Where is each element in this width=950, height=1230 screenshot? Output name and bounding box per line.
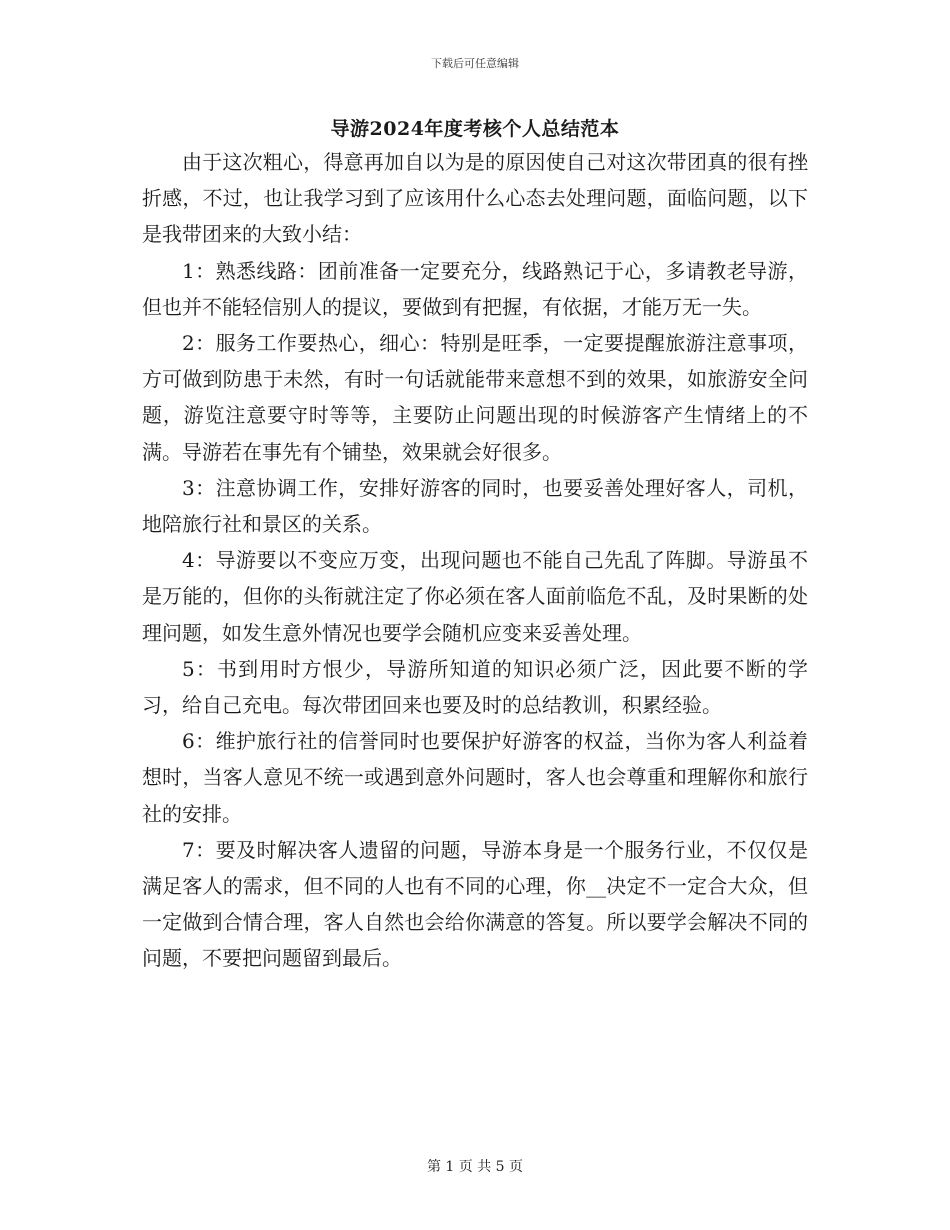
intro-paragraph: 由于这次粗心，得意再加自以为是的原因使自己对这次带团真的很有挫折感，不过，也让我学习到了应该用什么心态去处理问题，面临问题，以下是我带团来的大致小结： — [142, 150, 808, 247]
paragraph-item-3: 3：注意协调工作，安排好游客的同时，也要妥善处理好客人，司机，地陪旅行社和景区的关系。 — [142, 475, 808, 537]
paragraph-item-7: 7：要及时解决客人遗留的问题，导游本身是一个服务行业，不仅仅是满足客人的需求，但不同的人也有不同的心理，你__决定不一定合大众，但一定做到合情合理，客人自然也会给你满意的答复。所以要学会解决不同的问题，不要把问题留到最后。 — [142, 837, 808, 971]
page-indicator: 第 1 页 共 5 页 — [426, 1159, 524, 1175]
paragraph-item-1: 1：熟悉线路：团前准备一定要充分，线路熟记于心，多请教老导游，但也并不能轻信别人的提议，要做到有把握，有依据，才能万无一失。 — [142, 258, 808, 319]
download-edit-note: 下载后可任意编辑 — [431, 57, 519, 70]
paragraph-item-2: 2：服务工作要热心，细心：特别是旺季，一定要提醒旅游注意事项，方可做到防患于未然，有时一句话就能带来意想不到的效果，如旅游安全问题，游览注意要守时等等，主要防止问题出现的时候游客产生情绪上的不满。导游若在事先有个铺垫，效果就会好很多。 — [142, 331, 808, 464]
paragraph-item-4: 4：导游要以不变应万变，出现问题也不能自己先乱了阵脚。导游虽不是万能的，但你的头衔就注定了你必须在客人面前临危不乱，及时果断的处理问题，如发生意外情况也要学会随机应变来妥善处理。 — [142, 548, 808, 645]
document-title: 导游2024年度考核个人总结范本 — [330, 118, 620, 140]
paragraph-item-6: 6：维护旅行社的信誉同时也要保护好游客的权益，当你为客人利益着想时，当客人意见不统一或遇到意外问题时，客人也会尊重和理解你和旅行社的安排。 — [142, 729, 808, 826]
paragraph-item-5: 5：书到用时方恨少，导游所知道的知识必须广泛，因此要不断的学习，给自己充电。每次带团回来也要及时的总结教训，积累经验。 — [142, 656, 808, 718]
document-body — [142, 144, 808, 977]
